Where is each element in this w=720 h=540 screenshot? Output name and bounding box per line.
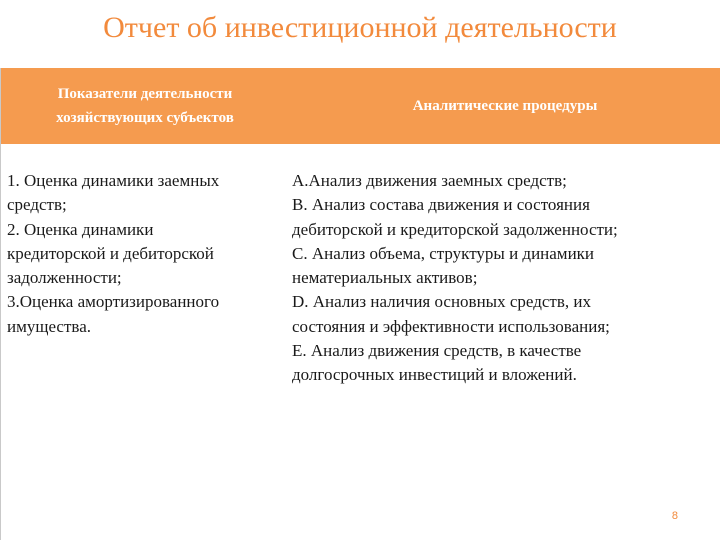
header-left-line: хозяйствующих субъектов (56, 110, 234, 126)
procedure-line: D. Анализ наличия основных средств, их (292, 292, 591, 312)
indicator-line: средств; (7, 195, 67, 215)
indicator-line: задолженности; (7, 268, 122, 288)
procedure-line: долгосрочных инвестиций и вложений. (292, 365, 577, 385)
page-number: 8 (671, 510, 678, 522)
procedure-line: А.Анализ движения заемных средств; (292, 171, 567, 190)
header-left-line: Показатели деятельности (57, 86, 233, 102)
header-cell-indicators (1, 68, 289, 144)
procedure-line: состояния и эффективности использования; (292, 316, 610, 336)
indicator-line: 3.Оценка амортизированного (7, 292, 220, 312)
procedure-line: В. Анализ состава движения и состояния (292, 195, 590, 215)
indicators-cell (7, 169, 279, 339)
indicator-line: 2. Оценка динамики (7, 219, 154, 239)
procedures-cell (292, 169, 717, 388)
slide-title: Отчет об инвестиционной деятельности (103, 11, 617, 44)
procedure-line: нематериальных активов; (292, 268, 478, 288)
table-header-row (0, 68, 720, 144)
indicator-line: 1. Оценка динамики заемных (7, 171, 220, 190)
procedure-line: Е. Анализ движения средств, в качестве (292, 341, 582, 361)
header-cell-procedures: Аналитические процедуры (412, 98, 598, 114)
procedure-line: С. Анализ объема, структуры и динамики (292, 243, 595, 263)
indicator-line: кредиторской и дебиторской (7, 243, 214, 263)
procedure-line: дебиторской и кредиторской задолженности; (292, 219, 618, 239)
indicator-line: имущества. (7, 316, 91, 336)
